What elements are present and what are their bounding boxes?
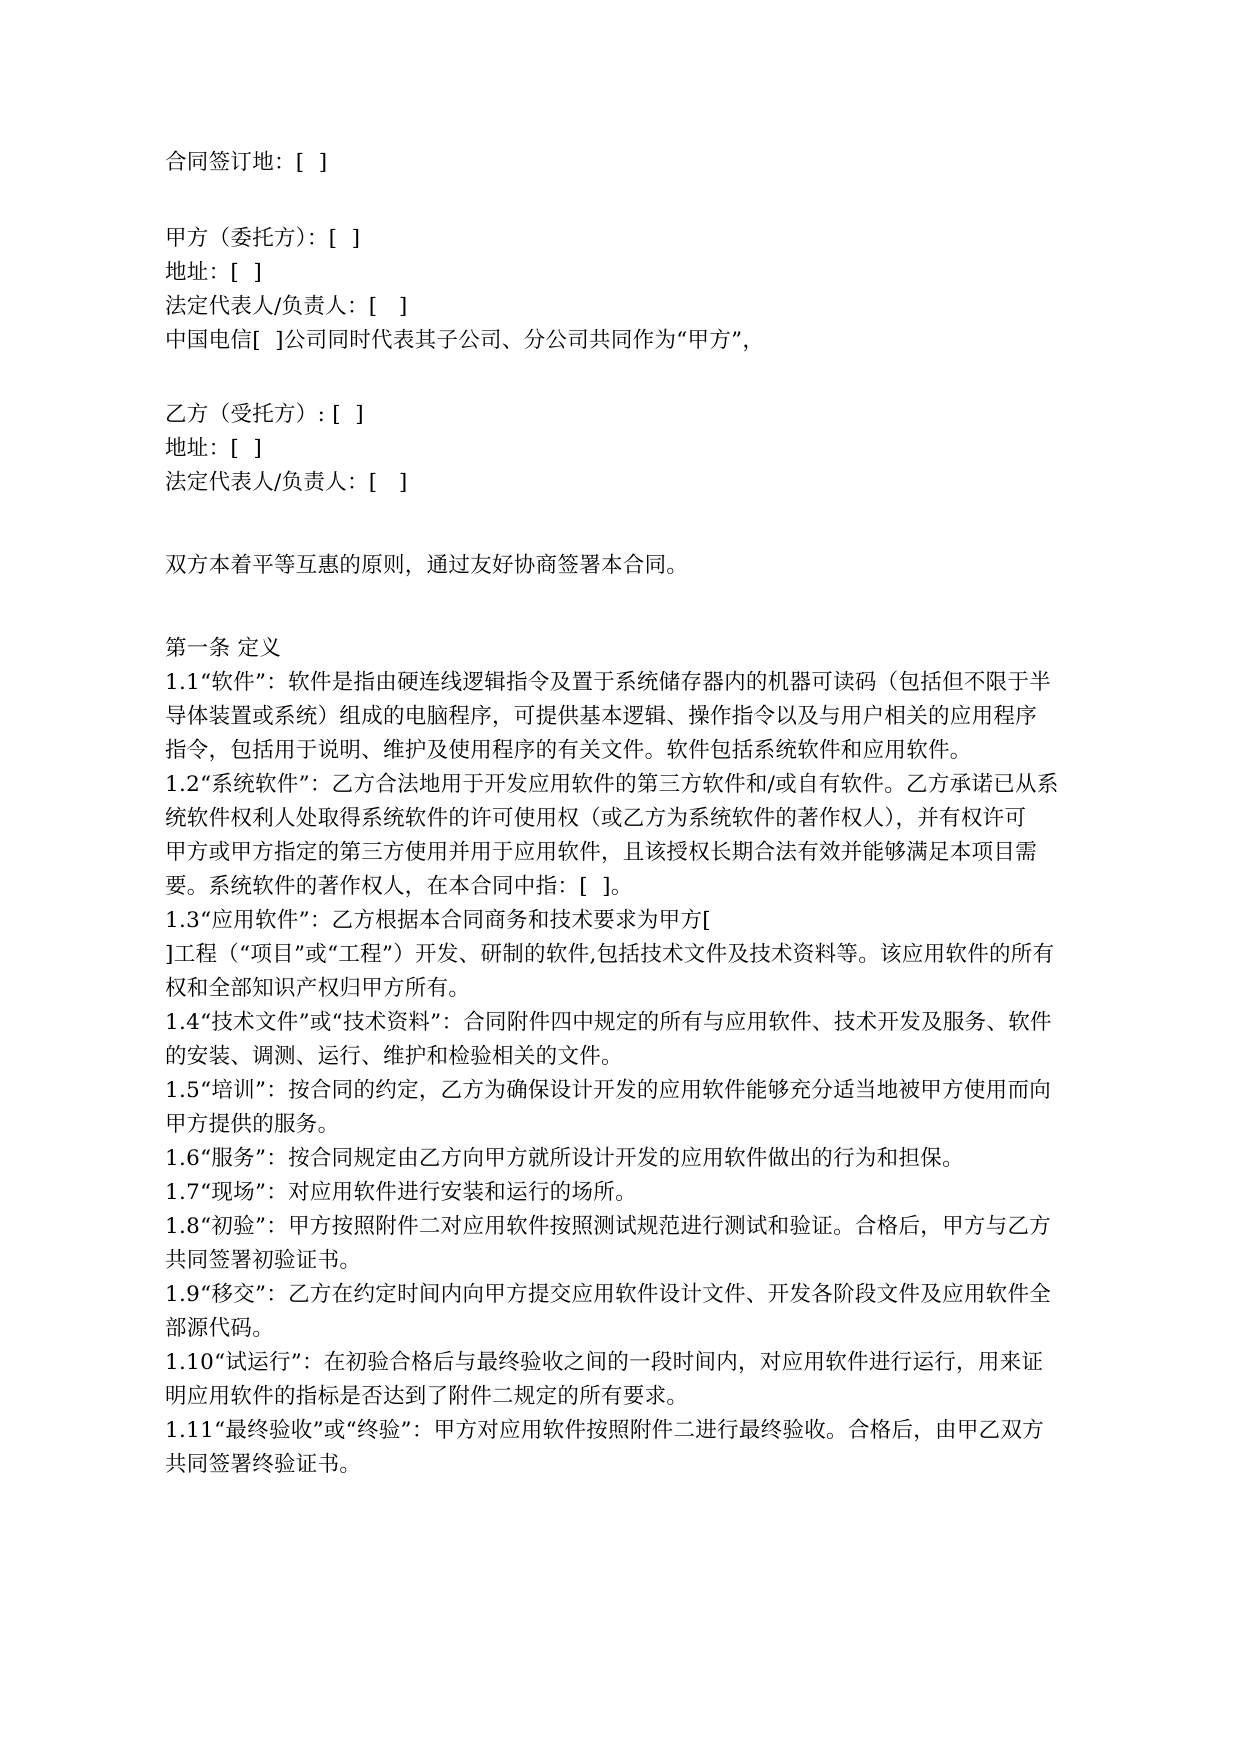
party-a-title: 甲方（委托方）：[ ] xyxy=(165,226,361,251)
signing-place-section xyxy=(165,146,1100,180)
definition-line: 统软件权利人处取得系统软件的许可使用权（或乙方为系统软件的著作权人），并有权许可 xyxy=(165,806,1027,831)
definition-item xyxy=(165,1346,1100,1414)
definition-line: 共同签署终验证书。 xyxy=(165,1452,362,1477)
definition-line: 的安装、调测、运行、维护和检验相关的文件。 xyxy=(165,1044,623,1069)
definition-line: 1.2“系统软件”：乙方合法地用于开发应用软件的第三方软件和/或自有软件。乙方承诺已从系 xyxy=(165,772,1059,797)
definition-item xyxy=(165,1142,1100,1176)
definition-item xyxy=(165,768,1100,904)
definition-item xyxy=(165,1176,1100,1210)
definition-line: 甲方或甲方指定的第三方使用并用于应用软件，且该授权长期合法有效并能够满足本项目需 xyxy=(165,840,1038,865)
party-a-note: 中国电信[ ]公司同时代表其子公司、分公司共同作为“甲方”， xyxy=(165,328,765,353)
definition-line: 1.5“培训”：按合同的约定，乙方为确保设计开发的应用软件能够充分适当地被甲方使用而向 xyxy=(165,1078,1052,1103)
definition-line: 导体装置或系统）组成的电脑程序，可提供基本逻辑、操作指令以及与用户相关的应用程序 xyxy=(165,704,1038,729)
party-b-address: 地址：[ ] xyxy=(165,436,263,461)
party-b-section xyxy=(165,398,1100,500)
definition-line: 1.1“软件”：软件是指由硬连线逻辑指令及置于系统储存器内的机器可读码（包括但不限于半 xyxy=(165,670,1052,695)
definition-item xyxy=(165,1074,1100,1142)
preamble: 双方本着平等互惠的原则，通过友好协商签署本合同。 xyxy=(165,553,689,578)
definition-line: 要。系统软件的著作权人，在本合同中指：[ ]。 xyxy=(165,874,633,899)
party-a-representative: 法定代表人/负责人：[ ] xyxy=(165,294,408,319)
definition-line: 共同签署初验证书。 xyxy=(165,1248,362,1273)
definitions-list xyxy=(165,666,1100,1482)
definition-line: 1.9“移交”：乙方在约定时间内向甲方提交应用软件设计文件、开发各阶段文件及应用软件全 xyxy=(165,1282,1052,1307)
definition-line: 1.10“试运行”：在初验合格后与最终验收之间的一段时间内，对应用软件进行运行，用来证 xyxy=(165,1350,1044,1375)
definition-line: ]工程（“项目”或“工程”）开发、研制的软件,包括技术文件及技术资料等。该应用软件的所有 xyxy=(165,942,1055,967)
signing-place: 合同签订地：[ ] xyxy=(165,150,328,175)
definition-item xyxy=(165,666,1100,768)
definition-line: 1.7“现场”：对应用软件进行安装和运行的场所。 xyxy=(165,1180,637,1205)
definition-line: 1.4“技术文件”或“技术资料”：合同附件四中规定的所有与应用软件、技术开发及服务、软件 xyxy=(165,1010,1052,1035)
definition-item xyxy=(165,1210,1100,1278)
definition-line: 1.3“应用软件”：乙方根据本合同商务和技术要求为甲方[ xyxy=(165,908,711,933)
definition-item xyxy=(165,1414,1100,1482)
definition-line: 1.6“服务”：按合同规定由乙方向甲方就所设计开发的应用软件做出的行为和担保。 xyxy=(165,1146,964,1171)
definition-item xyxy=(165,1006,1100,1074)
definition-line: 1.8“初验”：甲方按照附件二对应用软件按照测试规范进行测试和验证。合格后，甲方与乙方 xyxy=(165,1214,1052,1239)
article-1-section xyxy=(165,632,1100,1482)
article-1-heading: 第一条 定义 xyxy=(165,636,282,661)
definition-line: 部源代码。 xyxy=(165,1316,275,1341)
definition-line: 指令，包括用于说明、维护及使用程序的有关文件。软件包括系统软件和应用软件。 xyxy=(165,738,972,763)
definition-line: 1.11“最终验收”或“终验”：甲方对应用软件按照附件二进行最终验收。合格后，由甲乙双方 xyxy=(165,1418,1045,1443)
party-a-section xyxy=(165,222,1100,358)
definition-line: 明应用软件的指标是否达到了附件二规定的所有要求。 xyxy=(165,1384,689,1409)
preamble-section xyxy=(165,549,1100,583)
definition-line: 甲方提供的服务。 xyxy=(165,1112,340,1137)
definition-item xyxy=(165,1278,1100,1346)
party-b-representative: 法定代表人/负责人：[ ] xyxy=(165,470,408,495)
definition-item xyxy=(165,904,1100,1006)
party-b-title: 乙方（受托方）: [ ] xyxy=(165,402,364,427)
definition-line: 权和全部知识产权归甲方所有。 xyxy=(165,976,471,1001)
party-a-address: 地址：[ ] xyxy=(165,260,263,285)
